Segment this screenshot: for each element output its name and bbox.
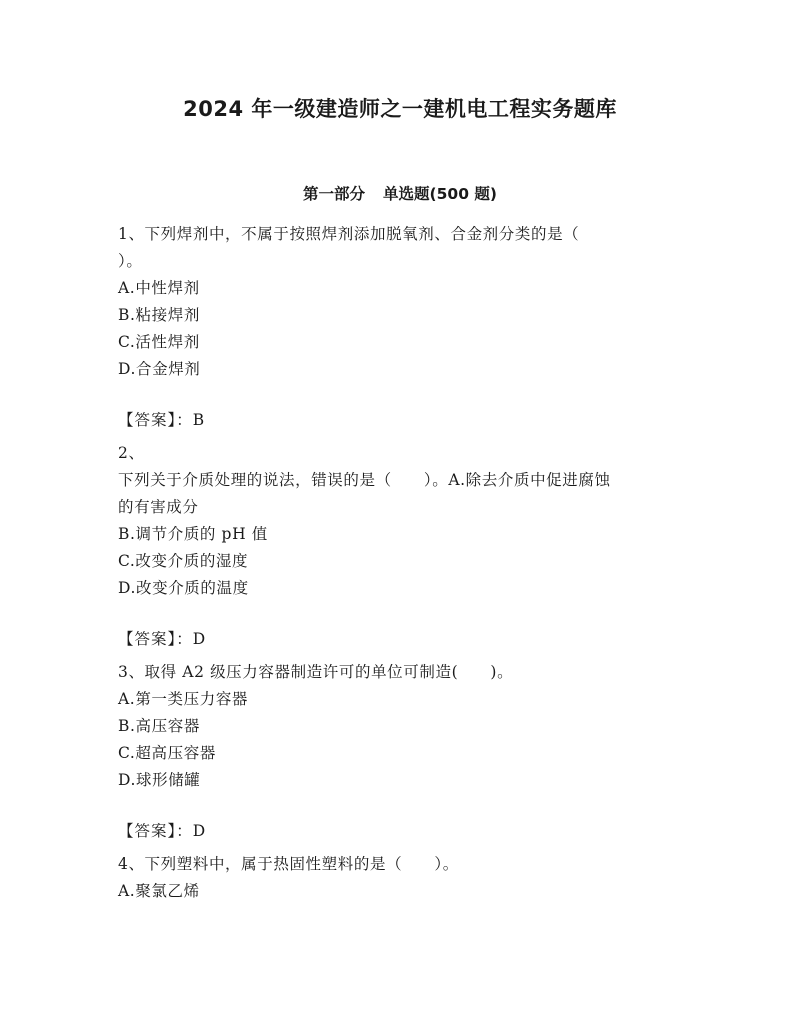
- section-part: 第一部分: [303, 185, 366, 203]
- document-title: 2024 年一级建造师之一建机电工程实务题库: [183, 97, 617, 121]
- answer-value: D: [192, 822, 206, 840]
- question-1: [118, 221, 688, 434]
- question-stem: 4、下列塑料中，属于热固性塑料的是（ ）。: [118, 855, 459, 873]
- answer-value: B: [192, 411, 205, 429]
- option-a: A.聚氯乙烯: [118, 882, 200, 900]
- option-d: D.改变介质的温度: [118, 579, 249, 597]
- option-b: B.高压容器: [118, 717, 200, 735]
- question-list: [118, 221, 688, 905]
- section-name: 单选题(500 题): [383, 185, 497, 203]
- option-c: C.超高压容器: [118, 744, 216, 762]
- option-b: B.调节介质的 pH 值: [118, 525, 268, 543]
- section-title: [0, 182, 800, 206]
- question-3: [118, 659, 688, 845]
- option-a: A.第一类压力容器: [118, 690, 249, 708]
- option-d: D.球形储罐: [118, 771, 201, 789]
- option-c: C.改变介质的湿度: [118, 552, 249, 570]
- answer-label: 【答案】：: [118, 630, 193, 648]
- option-c: C.活性焊剂: [118, 333, 200, 351]
- question-stem: 下列关于介质处理的说法，错误的是（ ）。A.除去介质中促进腐蚀: [118, 471, 611, 489]
- answer-label: 【答案】：: [118, 411, 193, 429]
- question-number: 2、: [118, 444, 145, 462]
- question-stem: 3、取得 A2 级压力容器制造许可的单位可制造( )。: [118, 663, 514, 681]
- answer-line: [118, 818, 688, 845]
- answer-line: [118, 407, 688, 434]
- answer-line: [118, 626, 688, 653]
- answer-label: 【答案】：: [118, 822, 193, 840]
- option-b: B.粘接焊剂: [118, 306, 200, 324]
- option-a: A.中性焊剂: [118, 279, 200, 297]
- question-4: [118, 851, 688, 905]
- question-stem: 的有害成分: [118, 498, 199, 516]
- question-stem: 1、下列焊剂中，不属于按照焊剂添加脱氧剂、合金剂分类的是（: [118, 225, 580, 243]
- option-d: D.合金焊剂: [118, 360, 201, 378]
- question-stem: ）。: [118, 252, 143, 270]
- answer-value: D: [192, 630, 206, 648]
- question-2: [118, 440, 688, 653]
